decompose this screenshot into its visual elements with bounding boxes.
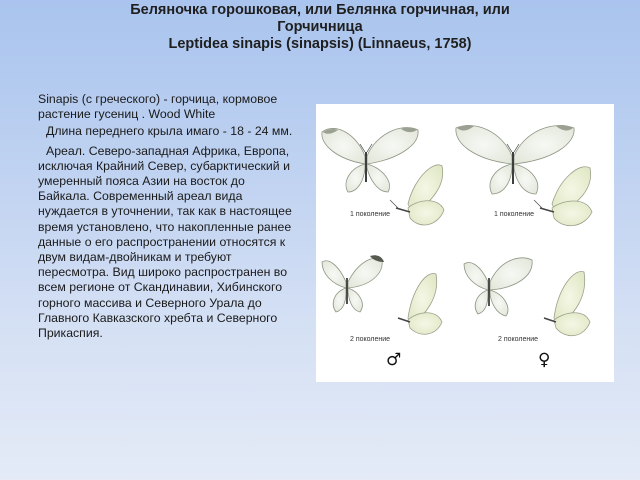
butterfly-gen2-male-closed <box>398 273 442 334</box>
butterfly-gen2-female-closed <box>544 271 590 335</box>
butterfly-gen1-female-open <box>456 125 574 194</box>
butterfly-specimens-figure <box>316 104 614 382</box>
butterfly-gen2-male-open <box>322 255 384 312</box>
label-gen2-right: 2 поколение <box>498 336 539 343</box>
butterfly-gen1-female-closed <box>534 167 592 226</box>
butterfly-gen1-male-open <box>322 128 418 192</box>
butterfly-gen1-male-closed <box>390 165 444 225</box>
male-symbol-icon: ♂ <box>386 350 402 370</box>
butterfly-gen2-female-open <box>464 258 532 316</box>
label-gen1-right: 1 поколение <box>494 211 535 218</box>
label-gen1-left: 1 поколение <box>350 211 391 218</box>
paragraph-wing-length: Длина переднего крыла имаго - 18 - 24 мм. <box>46 124 293 139</box>
paragraph-range: Ареал. Северо-западная Африка, Европа, исключая Крайний Север, субарктический и умеренный пояса Азии на восток до Байкала. Современный ареал вида нуждается в уточнении, так как в настоящее время установлено, что накопленные ранее данные о его распространении относятся к двум видам-двойникам и требуют пересмотра. Вид широко распространен во всем регионе от Скандинавии, Хибинского горного массива и Северного Урала до Главного Кавказского хребта и Северного Прикаспия. <box>38 143 292 341</box>
slide-title <box>20 2 620 53</box>
paragraph-etymology: Sinapis (с греческого) - горчица, кормовое растение гусениц . Wood White <box>38 92 278 122</box>
female-symbol-icon: ♀ <box>538 350 551 370</box>
label-gen2-left: 2 поколение <box>350 336 391 343</box>
title-line-latin: Leptidea sinapis (sinapsis) (Linnaeus, 1758) <box>168 36 472 52</box>
title-line-1: Беляночка горошковая, или Белянка горчичная, или <box>130 2 510 18</box>
description-text <box>38 92 296 341</box>
title-line-2: Горчичница <box>277 19 363 35</box>
